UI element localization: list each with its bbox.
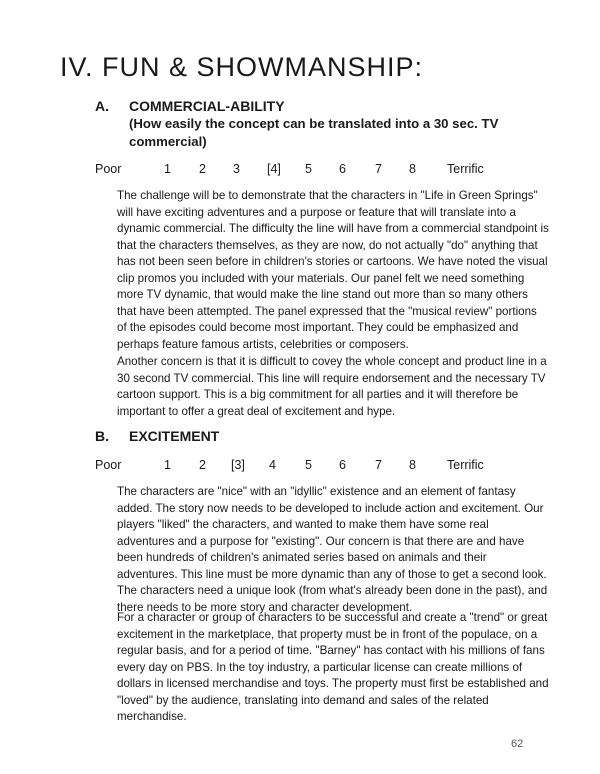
section-b-letter: B. <box>95 428 109 444</box>
scale-value: 8 <box>409 162 416 176</box>
scale-high-label: Terrific <box>447 458 484 472</box>
scale-value: 6 <box>339 162 346 176</box>
scale-value: 8 <box>409 458 416 472</box>
scale-value: 6 <box>339 458 346 472</box>
scale-value-selected: [4] <box>267 162 281 176</box>
section-b-paragraph-1: The characters are "nice" with an "idyllic" existence and an element of fantasy added. The story now needs to be developed to include action and excitement. Our players "liked" the characters, and wanted to make them have some real adventures and a purpose for "existing". Our concern is that there are and have been hundreds of children's animated series based on animals and their adventures. This line must be more dynamic than any of those to get a second look. The characters need a unique look (from what's already been done in the past), and there needs to be more story and character development. <box>117 485 548 614</box>
scale-value: 7 <box>375 162 382 176</box>
section-b-paragraph-2: For a character or group of characters to be successful and create a "trend" or great excitement in the marketplace, that property must be in front of the populace, on a regular basis, and for a period of time. "Barney" has contact with his millions of fans every day on PBS. In the toy industry, a particular license can create millions of dollars in licensed merchandise and toys. The property must first be established and "loved" by the audience, translating into demand and sales of the related merchandise. <box>117 611 549 723</box>
page-title: IV. FUN & SHOWMANSHIP: <box>60 52 424 82</box>
scale-value: 3 <box>233 162 240 176</box>
scale-value: 2 <box>199 162 206 176</box>
section-b-rating-scale <box>95 458 515 474</box>
scale-value: 1 <box>164 162 171 176</box>
section-b-heading <box>95 428 219 444</box>
section-a-paragraph-2: Another concern is that it is difficult to covey the whole concept and product line in a 30 second TV commercial. This line will require endorsement and the necessary TV cartoon support. This is a big commitment for all parties and it will therefore be important to offer a great deal of excitement and hype. <box>117 355 547 418</box>
page-number: 62 <box>511 738 524 750</box>
scale-value: 4 <box>269 458 276 472</box>
section-a-rating-scale <box>95 162 515 178</box>
scale-low-label: Poor <box>95 162 122 176</box>
scale-high-label: Terrific <box>447 162 484 176</box>
scale-value: 7 <box>375 458 382 472</box>
scale-low-label: Poor <box>95 458 122 472</box>
scale-value-selected: [3] <box>231 458 245 472</box>
section-a-heading <box>95 98 285 114</box>
section-a-title: COMMERCIAL-ABILITY <box>129 98 285 114</box>
section-b-title: EXCITEMENT <box>129 428 220 444</box>
section-a-subheading: (How easily the concept can be translated into a 30 sec. TV commercial) <box>129 116 499 149</box>
scale-value: 5 <box>305 162 312 176</box>
scale-value: 2 <box>199 458 206 472</box>
section-a-letter: A. <box>95 98 109 114</box>
section-a-paragraph-1: The challenge will be to demonstrate that the characters in "Life in Green Springs" will have exciting adventures and a purpose or feature that will translate into a dynamic commercial. The difficulty the line will have from a commercial standpoint is that the characters themselves, as they are now, do not actually "do" anything that has not been seen before in children's stories or cartoons. We have noted the visual clip promos you included with your materials. Our panel felt we need something more TV dynamic, that would make the line stand out more than so many others that have been attempted. The panel expressed that the "musical review" portions of the episodes could become most important. They could be emphasized and perhaps feature famous artists, celebrities or composers. <box>117 189 549 351</box>
scale-value: 1 <box>164 458 171 472</box>
scale-value: 5 <box>305 458 312 472</box>
